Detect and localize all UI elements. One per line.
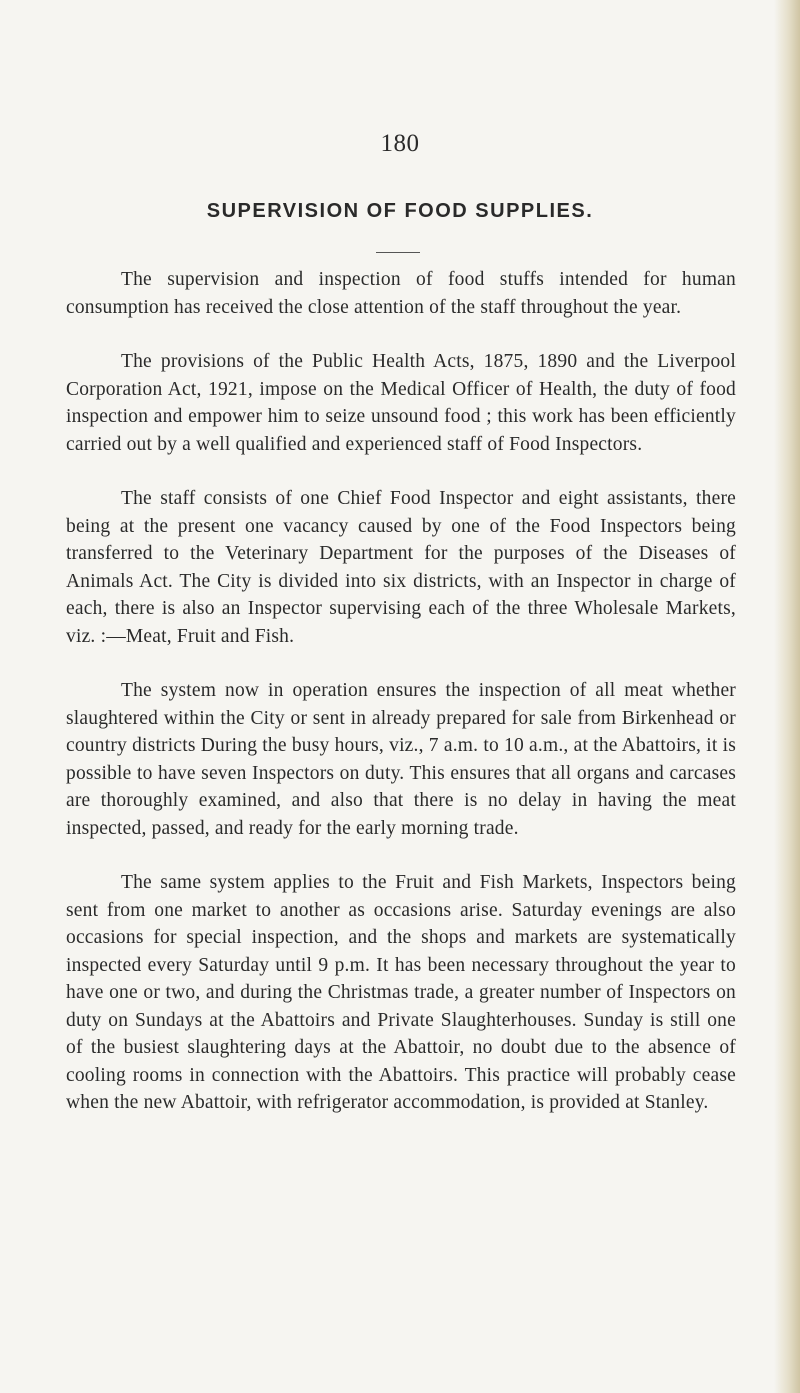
paragraph: The staff consists of one Chief Food Inspector and eight assistants, there being at the present one vacancy caused by one of the Food Inspectors being transferred to the Veterinary Department for the purposes of the Diseases of Animals Act. The City is divided into six districts, with an Inspector in charge of each, there is also an Inspector supervising each of the three Wholesale Markets, viz. :—Meat, Fruit and Fish. (66, 488, 736, 647)
page-number: 180 (380, 130, 420, 157)
title-divider (376, 252, 420, 253)
paragraph: The supervision and inspection of food stuffs intended for human consumption has received the close attention of the staff throughout the year. (66, 269, 736, 318)
paragraph: The system now in operation ensures the inspection of all meat whether slaughtered within the City or sent in already prepared for sale from Birkenhead or country districts During the busy hours, viz., 7 a.m. to 10 a.m., at the Abattoirs, it is possible to have seven Inspectors on duty. This ensures that all organs and carcases are thoroughly examined, and also that there is no delay in having the meat inspected, passed, and ready for the early morning trade. (66, 680, 736, 839)
page-title: SUPERVISION OF FOOD SUPPLIES. (206, 200, 594, 222)
body-text (66, 266, 736, 1144)
paragraph: The provisions of the Public Health Acts, 1875, 1890 and the Liverpool Corporation Act, 1921, impose on the Medical Officer of Health, the duty of food inspection and empower him to seize unsound food ; this work has been efficiently carried out by a well qualified and experienced staff of Food Inspectors. (66, 351, 736, 455)
paragraph: The same system applies to the Fruit and Fish Markets, Inspectors being sent from one market to another as occasions arise. Saturday evenings are also occasions for special inspection, and the shops and markets are systematically inspected every Saturday until 9 p.m. It has been necessary throughout the year to have one or two, and during the Christmas trade, a greater number of Inspectors on duty on Sundays at the Abattoirs and Private Slaughterhouses. Sunday is still one of the busiest slaughtering days at the Abattoir, no doubt due to the absence of cooling rooms in connection with the Abattoirs. This practice will probably cease when the new Abattoir, with refrigerator accommodation, is provided at Stanley. (66, 872, 736, 1113)
